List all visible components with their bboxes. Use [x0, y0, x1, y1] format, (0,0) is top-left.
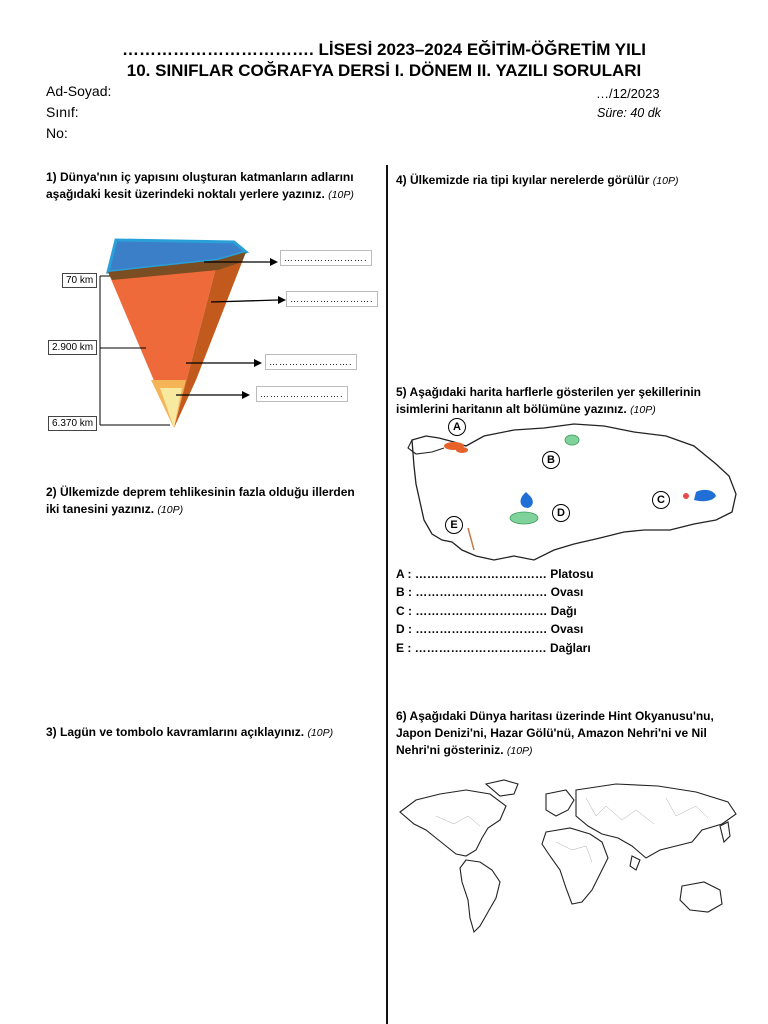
marker-a: A	[448, 418, 466, 436]
question-5: 5) Aşağıdaki harita harflerle gösterilen yer şekillerinin isimlerini haritanın alt bölümüne yazınız. (10P)	[396, 385, 702, 416]
exam-duration: Süre: 40 dk	[597, 106, 661, 120]
name-label: Ad-Soyad:	[46, 83, 112, 99]
answer-e[interactable]: E : …………………………… Dağları	[396, 641, 591, 655]
exam-title-line1: ……………………………. LİSESİ 2023–2024 EĞİTİM-ÖĞRETİM YILI	[122, 40, 646, 59]
marker-c: C	[652, 491, 670, 509]
blank-outer-core[interactable]: …………………….	[265, 354, 357, 370]
turkey-outline-svg	[404, 416, 742, 568]
class-label: Sınıf:	[46, 104, 79, 120]
earth-layers-diagram	[46, 230, 376, 440]
answer-b[interactable]: B : …………………………… Ovası	[396, 585, 584, 599]
blank-inner-core[interactable]: …………………….	[256, 386, 348, 402]
question-3: 3) Lagün ve tombolo kavramlarını açıklayınız. (10P)	[46, 725, 334, 739]
turkey-map	[404, 416, 742, 568]
marker-b: B	[542, 451, 560, 469]
blank-mantle[interactable]: …………………….	[286, 291, 378, 307]
marker-e: E	[445, 516, 463, 534]
world-outline-svg	[396, 776, 742, 942]
depth-label-70: 70 km	[62, 273, 97, 288]
question-6: 6) Aşağıdaki Dünya haritası üzerinde Hint Okyanusu'nu, Japon Denizi'ni, Hazar Gölü'nü, Amazon Nehri'ni ve Nil Nehri'ni gösteriniz. (10P)	[396, 709, 714, 757]
marker-d: D	[552, 504, 570, 522]
column-divider	[386, 165, 388, 1024]
question-4: 4) Ülkemizde ria tipi kıyılar nerelerde görülür (10P)	[396, 173, 679, 187]
question-1: 1) Dünya'nın iç yapısını oluşturan katmanların adlarını aşağıdaki kesit üzerindeki noktalı yerlere yazınız. (10P)	[46, 170, 354, 201]
blank-crust[interactable]: …………………….	[280, 250, 372, 266]
answer-c[interactable]: C : …………………………… Dağı	[396, 604, 577, 618]
answer-a[interactable]: A : …………………………… Platosu	[396, 567, 594, 581]
exam-title-line2: 10. SINIFLAR COĞRAFYA DERSİ I. DÖNEM II. YAZILI SORULARI	[126, 61, 642, 80]
world-map	[396, 776, 742, 942]
question-2: 2) Ülkemizde deprem tehlikesinin fazla olduğu illerden iki tanesini yazınız. (10P)	[46, 485, 355, 516]
number-label: No:	[46, 125, 68, 141]
depth-label-6370: 6.370 km	[48, 416, 97, 431]
depth-label-2900: 2.900 km	[48, 340, 97, 355]
answer-d[interactable]: D : …………………………… Ovası	[396, 622, 584, 636]
exam-date: …/12/2023	[596, 86, 660, 101]
